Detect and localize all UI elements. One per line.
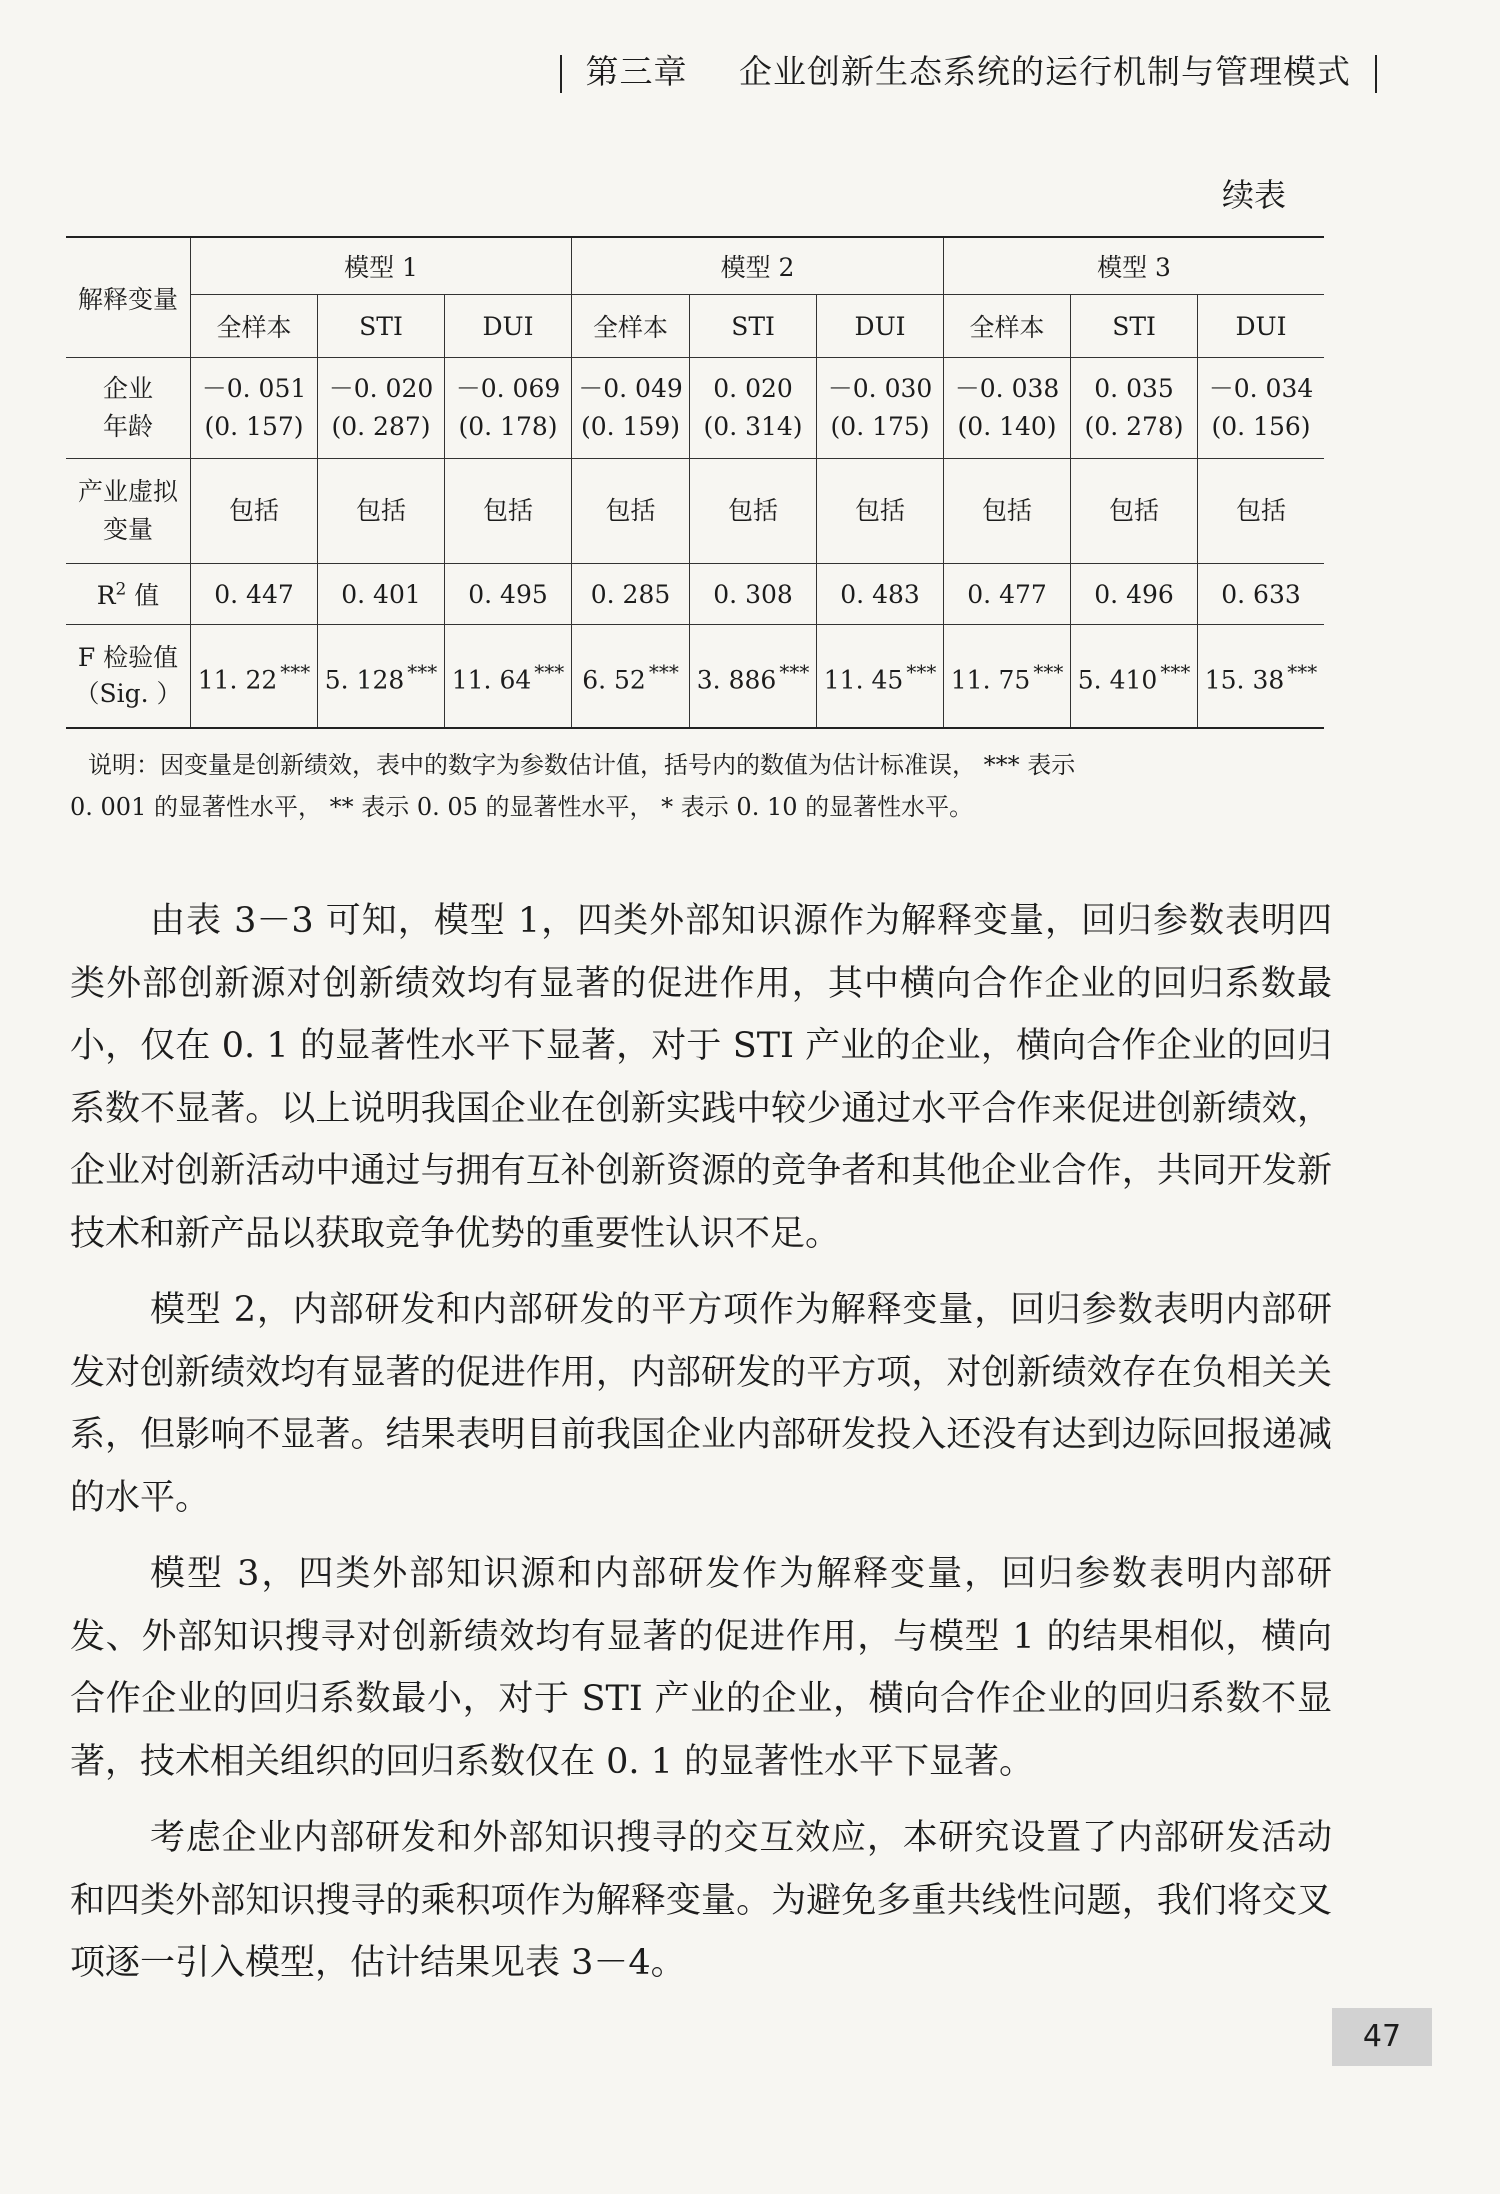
sample-header: STI: [1071, 295, 1198, 358]
paragraph: 模型 3，四类外部知识源和内部研发作为解释变量，回归参数表明内部研发、外部知识搜寻对创新绩效均有显著的促进作用，与模型 1 的结果相似，横向合作企业的回归系数最小，对于 STI 产业的企业，横向合作企业的回归系数不显著，技术相关组织的回归系数仅在 0. 1 的显著性水平下显著。: [70, 1554, 1332, 1782]
table-cell: 包括: [572, 459, 690, 564]
row-label: 产业虚拟 变量: [66, 459, 191, 564]
table-cell: 0. 495: [445, 564, 572, 625]
paragraph: 由表 3－3 可知，模型 1，四类外部知识源作为解释变量，回归参数表明四类外部创新源对创新绩效均有显著的促进作用，其中横向合作企业的回归系数最小，仅在 0. 1 的显著性水平下显著，对于 STI 产业的企业，横向合作企业的回归系数不显著。以上说明我国企业在创新实践中较少通过水平合作来促进创新绩效，企业对创新活动中通过与拥有互补创新资源的竞争者和其他企业合作，共同开发新技术和新产品以获取竞争优势的重要性认识不足。: [70, 901, 1332, 1254]
table-cell: －0. 020 (0. 287): [318, 358, 445, 459]
table-cell: 包括: [1071, 459, 1198, 564]
table-cell: 包括: [817, 459, 944, 564]
header-divider: [1375, 55, 1377, 93]
sample-header: DUI: [445, 295, 572, 358]
table-cell: 5. 410 ***: [1071, 625, 1198, 729]
chapter-label: 第三章: [585, 52, 688, 91]
row-label: 企业 年龄: [66, 358, 191, 459]
table-cell: 包括: [191, 459, 318, 564]
sample-header: STI: [690, 295, 817, 358]
table-row: [66, 564, 1324, 625]
table-cell: 0. 020 (0. 314): [690, 358, 817, 459]
paragraph: 考虑企业内部研发和外部知识搜寻的交互效应，本研究设置了内部研发活动和四类外部知识搜寻的乘积项作为解释变量。为避免多重共线性问题，我们将交叉项逐一引入模型，估计结果见表 3－4。: [70, 1818, 1332, 1983]
table-cell: －0. 038 (0. 140): [944, 358, 1071, 459]
table-row: [66, 625, 1324, 729]
model-header: 模型 2: [572, 237, 944, 295]
table-cell: 包括: [318, 459, 445, 564]
table-cell: 11. 22 ***: [191, 625, 318, 729]
table-cell: 包括: [944, 459, 1071, 564]
table-cell: 0. 447: [191, 564, 318, 625]
table-cell: 11. 64 ***: [445, 625, 572, 729]
note-line: 0. 001 的显著性水平， ** 表示 0. 05 的显著性水平， * 表示 0. 10 的显著性水平。: [70, 793, 974, 821]
continued-label: 续表: [1221, 176, 1286, 214]
model-header: 模型 3: [944, 237, 1324, 295]
table-cell: 0. 496: [1071, 564, 1198, 625]
table-cell: 0. 477: [944, 564, 1071, 625]
table-cell: 0. 285: [572, 564, 690, 625]
sample-header: 全样本: [944, 295, 1071, 358]
table-cell: 0. 308: [690, 564, 817, 625]
row-label: F 检验值 （Sig. ）: [66, 625, 191, 729]
table-row: [66, 358, 1324, 459]
table-cell: －0. 030 (0. 175): [817, 358, 944, 459]
table-cell: 包括: [445, 459, 572, 564]
table-cell: 0. 035 (0. 278): [1071, 358, 1198, 459]
table-corner: 解释变量: [66, 237, 191, 358]
running-header: [560, 46, 1377, 93]
table-cell: －0. 051 (0. 157): [191, 358, 318, 459]
table-cell: 0. 633: [1198, 564, 1324, 625]
table-cell: 15. 38 ***: [1198, 625, 1324, 729]
sample-header: DUI: [1198, 295, 1324, 358]
table-cell: 3. 886 ***: [690, 625, 817, 729]
table-row: [66, 459, 1324, 564]
table-cell: 0. 483: [817, 564, 944, 625]
body-text: [70, 890, 1332, 2009]
sample-header: 全样本: [191, 295, 318, 358]
table-cell: 11. 75 ***: [944, 625, 1071, 729]
table-cell: 6. 52 ***: [572, 625, 690, 729]
paragraph: 模型 2，内部研发和内部研发的平方项作为解释变量，回归参数表明内部研发对创新绩效均有显著的促进作用，内部研发的平方项，对创新绩效存在负相关关系，但影响不显著。结果表明目前我国企业内部研发投入还没有达到边际回报递减的水平。: [70, 1290, 1332, 1518]
table-cell: －0. 034 (0. 156): [1198, 358, 1324, 459]
table-cell: 11. 45 ***: [817, 625, 944, 729]
page-number: 47: [1332, 2008, 1432, 2066]
sample-header: DUI: [817, 295, 944, 358]
model-header: 模型 1: [191, 237, 572, 295]
table-cell: 包括: [1198, 459, 1324, 564]
table-note: [70, 744, 1328, 828]
table-cell: －0. 069 (0. 178): [445, 358, 572, 459]
chapter-title: 企业创新生态系统的运行机制与管理模式: [739, 52, 1351, 91]
regression-table: [66, 236, 1324, 729]
table-cell: 0. 401: [318, 564, 445, 625]
table-cell: 包括: [690, 459, 817, 564]
header-divider: [560, 55, 562, 93]
note-line: 说明：因变量是创新绩效，表中的数字为参数估计值，括号内的数值为估计标准误， *** 表示: [88, 751, 1076, 779]
table-cell: －0. 049 (0. 159): [572, 358, 690, 459]
sample-header: 全样本: [572, 295, 690, 358]
table-cell: 5. 128 ***: [318, 625, 445, 729]
row-label: $R^2$ 值: [66, 564, 191, 625]
sample-header: STI: [318, 295, 445, 358]
